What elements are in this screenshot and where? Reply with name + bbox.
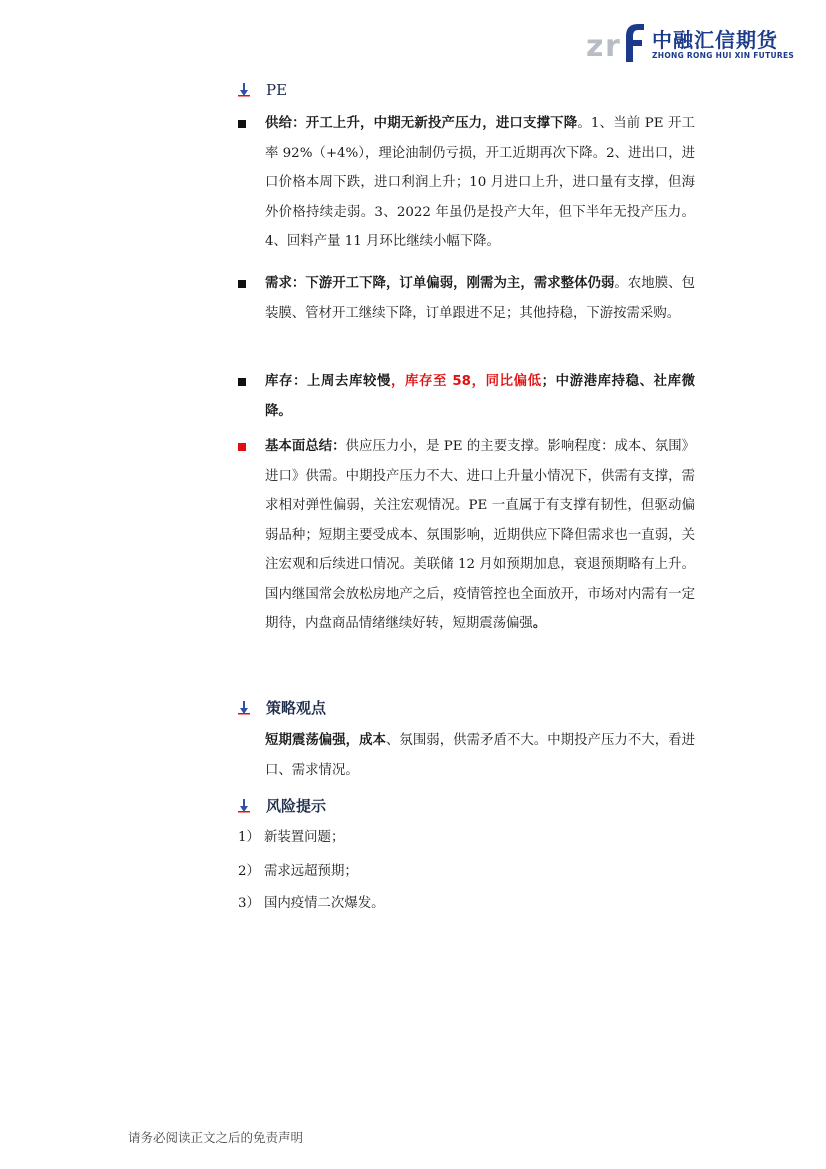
demand-paragraph [265, 269, 695, 328]
logo-name-en: ZHONG RONG HUI XIN FUTURES [652, 51, 795, 60]
inventory-bold-2: ；中游港库持稳、社库微降。 [265, 374, 696, 419]
summary-end: 。 [532, 616, 547, 631]
zrf-logo-icon [586, 18, 648, 64]
demand-bold: 需求：下游开工下降，订单偏弱，刚需为主，需求整体仍弱 [265, 276, 615, 291]
square-bullet-icon [238, 378, 246, 386]
logo-name-cn: 中融汇信期货 [652, 28, 778, 52]
supply-bold: 供给：开工上升，中期无新投产压力，进口支撑下降 [265, 116, 578, 131]
strategy-bold: 短期震荡偏强，成本 [265, 733, 386, 748]
demand-text: 。农地膜、包装膜、管材开工继续下降，订单跟进不足；其他持稳，下游按需采购。 [265, 276, 696, 321]
down-arrow-icon [238, 701, 250, 715]
section-heading-pe [238, 81, 287, 99]
risk-item [238, 862, 358, 882]
risk-heading-text: 风险提示 [266, 797, 327, 815]
inventory-bold-1: 库存：上周去库较慢 [265, 374, 392, 389]
risk-item-number: 3） [238, 896, 260, 911]
strategy-text: 、氛围弱，供需矛盾不大。中期投产压力不大，看进口、需求情况。 [265, 733, 696, 778]
section-heading-risk [238, 795, 326, 816]
summary-paragraph [265, 432, 695, 639]
down-arrow-icon [238, 83, 250, 97]
supply-paragraph [265, 109, 695, 257]
strategy-heading-text: 策略观点 [266, 699, 327, 717]
disclaimer-footer: 请务必阅读正文之后的免责声明 [128, 1130, 304, 1145]
risk-item-number: 1） [238, 830, 260, 845]
supply-text: 。1、当前 PE 开工率 92%（+4%），理论油制仍亏损，开工近期再次下降。2、进出口，进口价格本周下跌，进口利润上升；10 月进口上升，进口量有支撑，但海外价格持续走弱。3、2022 年虽仍是投产大年，但下半年无投产压力。4、回料产量 11 月环比继续小幅下降。 [265, 116, 695, 249]
risk-item-number: 2） [238, 864, 260, 879]
risk-item-text: 新装置问题； [264, 830, 345, 845]
company-logo [586, 18, 795, 64]
square-bullet-icon [238, 280, 246, 288]
section-heading-strategy [238, 697, 326, 718]
svg-text:z: z [586, 29, 604, 64]
summary-text: 供应压力小，是 PE 的主要支撑。影响程度：成本、氛围》进口》供需。中期投产压力不大、进口上升量小情况下，供需有支撑，需求相对弹性偏弱，关注宏观情况。PE 一直属于有支撑有韧性，但驱动偏弱品种；短期主要受成本、氛围影响，近期供应下降但需求也一直弱，关注宏观和后续进口情况。美联储 12 月如预期加息，衰退预期略有上升。国内继国常会放松房地产之后，疫情管控也全面放开，市场对内需有一定期待，内盘商品情绪继续好转，短期震荡偏强 [265, 439, 696, 631]
inventory-red: ，库存至 58，同比偏低 [391, 374, 542, 389]
pe-heading-text: PE [266, 81, 288, 99]
red-square-bullet-icon [238, 443, 246, 451]
down-arrow-icon [238, 799, 250, 813]
square-bullet-icon [238, 120, 246, 128]
summary-bold: 基本面总结： [265, 439, 346, 454]
strategy-paragraph [265, 726, 695, 785]
risk-item [238, 828, 344, 848]
inventory-paragraph [265, 367, 695, 426]
risk-item-text: 需求远超预期； [264, 864, 358, 879]
risk-item [238, 894, 385, 914]
risk-item-text: 国内疫情二次爆发。 [264, 896, 385, 911]
svg-text:r: r [605, 29, 620, 64]
